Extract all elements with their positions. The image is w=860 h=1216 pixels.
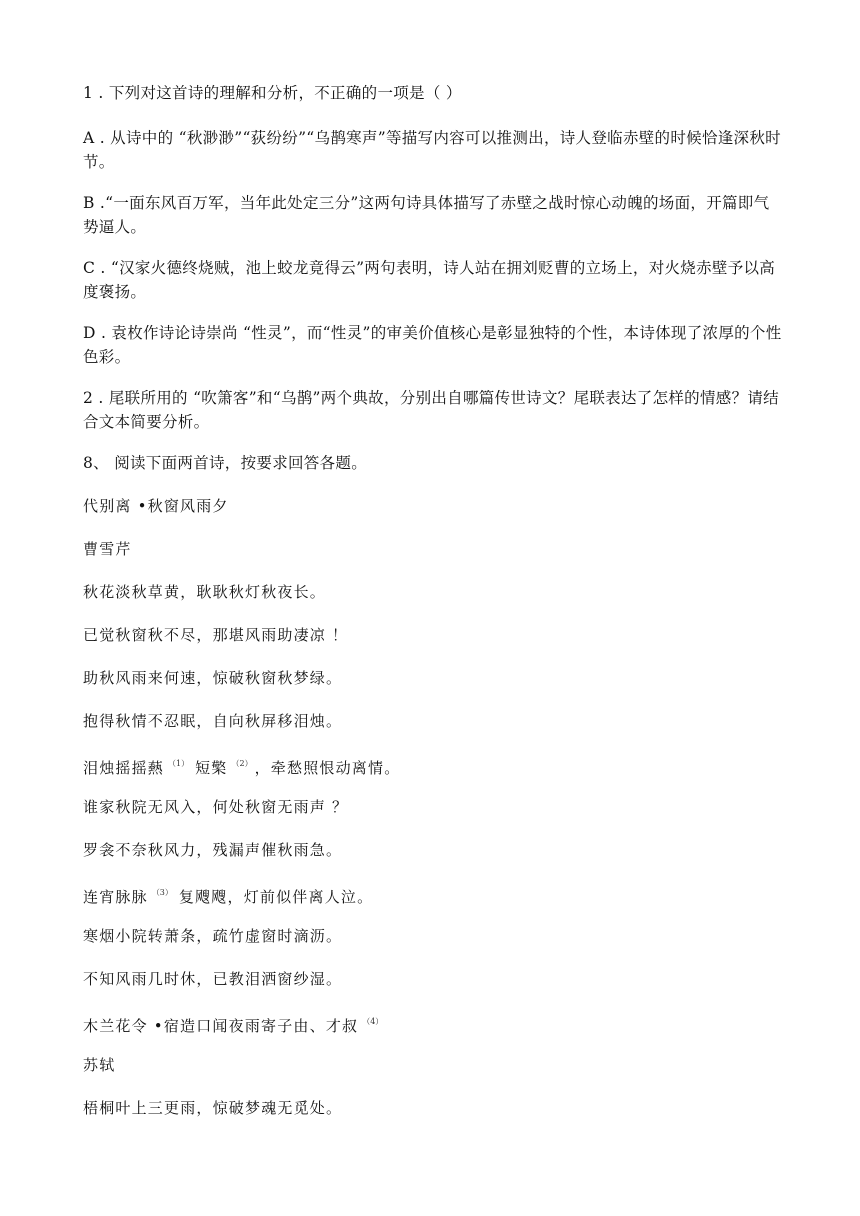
poem-1-line-text: 泪烛摇摇爇: [83, 759, 165, 777]
poem-1-line: 已觉秋窗秋不尽，那堪风雨助凄凉 ！: [83, 626, 349, 644]
poem-2-title-text: 木兰花令 •宿造口闻夜雨寄子由、才叔: [83, 1017, 359, 1035]
poem-1-line: 秋花淡秋草黄，耿耿秋灯秋夜长。: [83, 583, 327, 601]
poem-1-line: 谁家秋院无风入，何处秋窗无雨声 ？: [83, 798, 349, 816]
poem-1-line: 助秋风雨来何速，惊破秋窗秋梦绿。: [83, 669, 343, 687]
footnote-marker: （4）: [362, 1017, 384, 1026]
poem-1-author: 曹雪芹: [83, 540, 132, 558]
poem-1-line: 不知风雨几时休，已教泪洒窗纱湿。: [83, 970, 343, 988]
poem-1-line: 抱得秋情不忍眠，自向秋屏移泪烛。: [83, 712, 343, 730]
footnote-marker: （1）: [168, 759, 190, 768]
poem-1-line-text: ，牵愁照恨动离情。: [254, 759, 401, 777]
poem-1-line: 寒烟小院转萧条，疏竹虚窗时滴沥。: [83, 927, 343, 945]
question-1-option-c: C . “汉家火德终烧贼，池上蛟龙竟得云”两句表明，诗人站在拥刘贬曹的立场上，对火烧赤壁予以高度褒扬。: [83, 259, 776, 301]
section-8-heading: 8、 阅读下面两首诗，按要求回答各题。: [83, 454, 367, 472]
poem-1-line: 罗衾不奈秋风力，残漏声催秋雨急。: [83, 841, 343, 859]
poem-1-title: 代别离 •秋窗风雨夕: [83, 497, 229, 515]
poem-1-line-text: 短檠: [195, 759, 228, 777]
question-2-stem: 2 . 尾联所用的 “吹箫客”和“乌鹊”两个典故，分别出自哪篇传世诗文？尾联表达了怎样的情感？请结合文本简要分析。: [83, 389, 779, 431]
poem-2-line: 梧桐叶上三更雨，惊破梦魂无觅处。: [83, 1099, 343, 1117]
footnote-marker: （2）: [231, 759, 249, 768]
question-1-option-a: A . 从诗中的 “秋渺渺”“荻纷纷”“乌鹊寒声”等描写内容可以推测出，诗人登临赤壁的时候恰逢深秋时节。: [83, 129, 781, 171]
poem-2-author: 苏轼: [83, 1056, 116, 1074]
poem-1-line: [83, 752, 400, 780]
poem-1-line-text: 复飕飕，灯前似伴离人泣。: [178, 888, 374, 906]
question-1-stem: 1 . 下列对这首诗的理解和分析，不正确的一项是（ ）: [83, 84, 462, 102]
question-1-option-b: B .“一面东风百万军，当年此处定三分”这两句诗具体描写了赤壁之战时惊心动魄的场面，开篇即气势逼人。: [83, 194, 770, 236]
footnote-marker: （3）: [151, 888, 173, 897]
poem-1-line: [83, 881, 373, 909]
poem-1-line-text: 连宵脉脉: [83, 888, 148, 906]
poem-2-title: [83, 1010, 389, 1038]
question-1-option-d: D . 袁枚作诗论诗崇尚 “性灵”，而“性灵”的审美价值核心是彰显独特的个性，本诗体现了浓厚的个性色彩。: [83, 324, 782, 366]
